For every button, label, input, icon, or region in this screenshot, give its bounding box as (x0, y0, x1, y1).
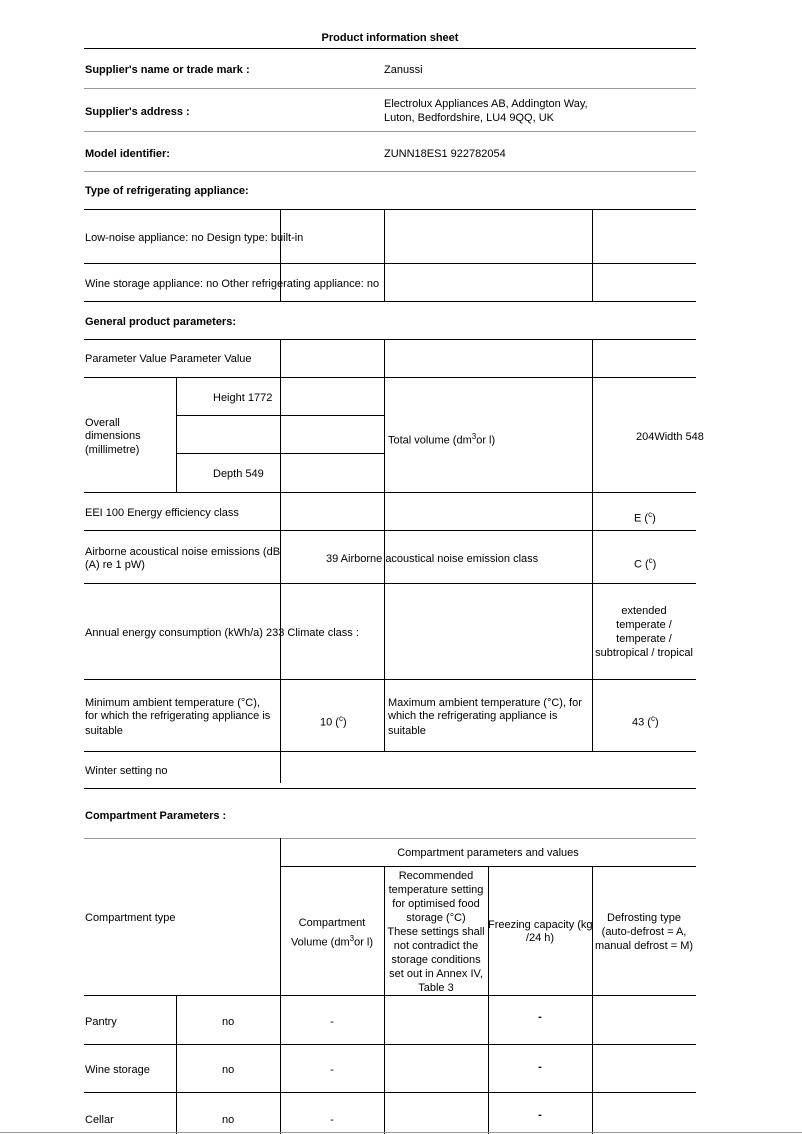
defrost-label-1: Defrosting type (607, 912, 681, 924)
table-border (592, 209, 593, 301)
recommended-line: for optimised food (392, 898, 480, 910)
table-border (176, 995, 177, 1134)
table-border (592, 339, 593, 751)
noise-label-1: Airborne acoustical noise emissions (dB (85, 546, 281, 558)
table-border (84, 788, 696, 789)
min-temp-value: 10 ($^c$) (320, 714, 347, 729)
annual-label: Annual energy consumption (kWh/a) 233 Climate class : (85, 627, 359, 639)
compartment-volume-label-2: Volume ($dm^3or$ l) (290, 934, 374, 949)
climate-class-3: temperate / (616, 633, 672, 645)
type-row-1: Low-noise appliance: no Design type: built-in (85, 232, 304, 244)
noise-middle: 39 Airborne acoustical noise emission class (326, 553, 539, 565)
table-border (84, 1092, 696, 1093)
total-volume-value: 204Width 548 (636, 431, 704, 443)
winter-setting: Winter setting no (85, 765, 168, 777)
table-border (84, 751, 696, 752)
energy-class-value: E ($^c$) (634, 510, 656, 525)
compartment-volume: - (330, 1016, 334, 1028)
table-border (280, 838, 281, 1134)
compartment-value: no (222, 1064, 235, 1076)
table-border (84, 263, 696, 264)
compartment-volume-label-1: Compartment (298, 917, 366, 929)
recommended-line: storage conditions (391, 954, 481, 966)
table-border (84, 209, 696, 210)
model-value: ZUNN18ES1 922782054 (384, 148, 506, 160)
table-border (176, 415, 384, 416)
height-value: Height 1772 (213, 392, 273, 404)
compartment-value: no (222, 1114, 235, 1126)
compartment-value: no (222, 1016, 235, 1028)
type-row-2: Wine storage appliance: no Other refrigerating appliance: no (85, 278, 380, 290)
defrost-label-3: manual defrost = M) (594, 940, 694, 952)
table-border (176, 453, 384, 454)
recommended-line: not contradict the (393, 940, 479, 952)
table-border (280, 866, 696, 867)
climate-class-1: extended (621, 605, 667, 617)
table-border (84, 530, 696, 531)
compartment-freeze: - (538, 1061, 542, 1073)
page-bottom-border (0, 1132, 802, 1133)
table-border (176, 377, 177, 492)
overall-label-3: (millimetre) (85, 444, 140, 456)
compartment-type-label: Compartment type (85, 912, 176, 924)
recommended-line: Recommended (398, 870, 474, 882)
freezing-capacity-label-1: Freezing capacity (kg (488, 919, 593, 931)
table-border (84, 1044, 696, 1045)
table-border (84, 583, 696, 584)
divider (84, 88, 696, 89)
general-heading: General product parameters: (85, 316, 236, 328)
compartment-volume: - (330, 1064, 334, 1076)
defrost-label-2: (auto-defrost = A, (601, 926, 687, 938)
table-border (592, 866, 593, 1134)
compartment-freeze: - (538, 1109, 542, 1121)
compartment-params-header: Compartment parameters and values (397, 847, 579, 859)
max-temp-label-1: Maximum ambient temperature (°C), for (388, 697, 582, 709)
table-border (84, 995, 696, 996)
table-border (84, 492, 696, 493)
overall-label-1: Overall (85, 417, 120, 429)
recommended-temp-header (384, 869, 488, 995)
noise-class-value: C ($^c$) (634, 556, 657, 571)
recommended-line: set out in Annex IV, (389, 968, 483, 980)
table-border (280, 339, 281, 783)
compartment-name: Wine storage (85, 1064, 150, 1076)
table-border (488, 866, 489, 1134)
page-title: Product information sheet (321, 32, 459, 44)
table-border (84, 377, 696, 378)
address-line2: Luton, Bedfordshire, LU4 9QQ, UK (384, 112, 554, 124)
max-temp-label-2: which the refrigerating appliance is (388, 710, 558, 722)
table-border (384, 209, 385, 301)
table-border (84, 838, 696, 839)
supplier-value: Zanussi (384, 64, 423, 76)
overall-label-2: dimensions (85, 430, 141, 442)
param-header: Parameter Value Parameter Value (85, 353, 252, 365)
recommended-line: These settings shall (387, 926, 485, 938)
eei-label: EEI 100 Energy efficiency class (85, 507, 239, 519)
table-border (384, 339, 385, 751)
model-label: Model identifier: (85, 148, 170, 160)
type-heading: Type of refrigerating appliance: (85, 185, 249, 197)
compartment-freeze: - (538, 1011, 542, 1023)
divider (84, 131, 696, 132)
compartment-heading: Compartment Parameters : (85, 810, 227, 822)
max-temp-value: 43 ($^c$) (632, 714, 659, 729)
divider (84, 171, 696, 172)
recommended-line: Table 3 (418, 982, 454, 994)
depth-value: Depth 549 (213, 468, 264, 480)
total-volume-label: Total volume ($dm^3or$ l) (388, 432, 496, 447)
climate-class-4: subtropical / tropical (595, 647, 693, 659)
table-border (84, 301, 696, 302)
min-temp-label-1: Minimum ambient temperature (°C), (85, 697, 260, 709)
supplier-label: Supplier's name or trade mark : (85, 64, 250, 76)
table-border (84, 339, 696, 340)
min-temp-label-3: suitable (85, 725, 123, 737)
recommended-line: temperature setting (388, 884, 484, 896)
address-line1: Electrolux Appliances AB, Addington Way, (384, 98, 588, 110)
climate-class-2: temperate / (616, 619, 672, 631)
address-label: Supplier's address : (85, 106, 190, 118)
recommended-line: storage (°C) (406, 912, 466, 924)
compartment-volume: - (330, 1114, 334, 1126)
table-border (84, 679, 696, 680)
noise-label-2: (A) re 1 pW) (85, 559, 145, 571)
compartment-name: Pantry (85, 1016, 117, 1028)
min-temp-label-2: for which the refrigerating appliance is (85, 710, 271, 722)
compartment-name: Cellar (85, 1114, 114, 1126)
freezing-capacity-label-2: /24 h) (525, 932, 555, 944)
divider (84, 48, 696, 49)
max-temp-label-3: suitable (388, 725, 426, 737)
